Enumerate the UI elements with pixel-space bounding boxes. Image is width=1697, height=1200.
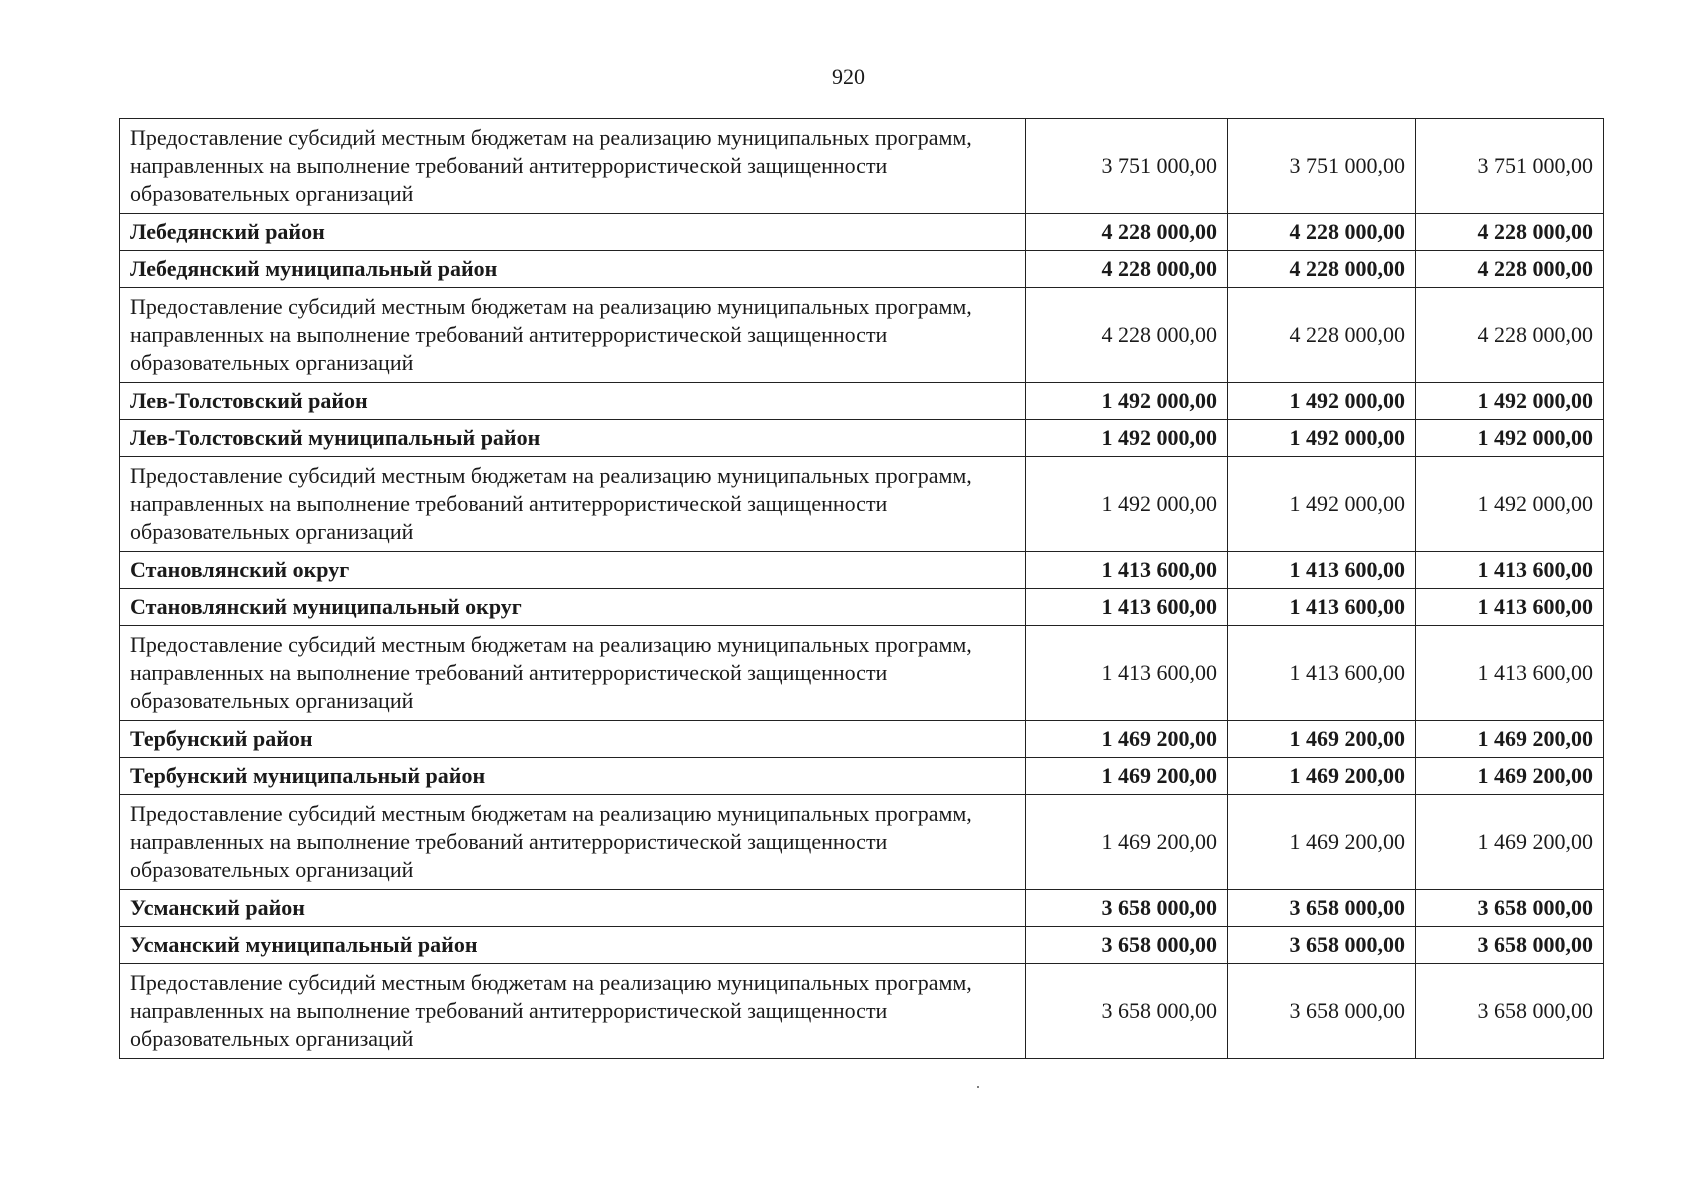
amount-cell-3: 1 492 000,00 bbox=[1416, 457, 1604, 552]
amount-cell-1: 1 492 000,00 bbox=[1026, 420, 1228, 457]
subtotal-row bbox=[120, 251, 1604, 288]
amount-cell-2: 1 492 000,00 bbox=[1228, 383, 1416, 420]
amount-cell-2: 1 469 200,00 bbox=[1228, 721, 1416, 758]
amount-cell-3: 1 469 200,00 bbox=[1416, 795, 1604, 890]
subtotal-row bbox=[120, 420, 1604, 457]
row-name-cell: Тербунский муниципальный район bbox=[120, 758, 1026, 795]
amount-cell-3: 4 228 000,00 bbox=[1416, 288, 1604, 383]
amount-cell-2: 4 228 000,00 bbox=[1228, 214, 1416, 251]
row-name-cell: Лев-Толстовский район bbox=[120, 383, 1026, 420]
row-name-cell: Предоставление субсидий местным бюджетам на реализацию муниципальных программ, направленных на выполнение требований антитеррористической защищенности образовательных организаций bbox=[120, 457, 1026, 552]
row-name-cell: Лебедянский муниципальный район bbox=[120, 251, 1026, 288]
amount-cell-1: 1 469 200,00 bbox=[1026, 758, 1228, 795]
detail-row bbox=[120, 626, 1604, 721]
amount-cell-1: 1 469 200,00 bbox=[1026, 721, 1228, 758]
amount-cell-1: 1 492 000,00 bbox=[1026, 457, 1228, 552]
amount-cell-2: 1 492 000,00 bbox=[1228, 420, 1416, 457]
row-name-cell: Лебедянский район bbox=[120, 214, 1026, 251]
subtotal-row bbox=[120, 214, 1604, 251]
amount-cell-2: 4 228 000,00 bbox=[1228, 288, 1416, 383]
amount-cell-2: 1 469 200,00 bbox=[1228, 795, 1416, 890]
subtotal-row bbox=[120, 552, 1604, 589]
subtotal-row bbox=[120, 383, 1604, 420]
subtotal-row bbox=[120, 589, 1604, 626]
amount-cell-1: 3 751 000,00 bbox=[1026, 119, 1228, 214]
amount-cell-3: 1 413 600,00 bbox=[1416, 589, 1604, 626]
row-name-cell: Предоставление субсидий местным бюджетам на реализацию муниципальных программ, направленных на выполнение требований антитеррористической защищенности образовательных организаций bbox=[120, 119, 1026, 214]
subtotal-row bbox=[120, 927, 1604, 964]
subtotal-row bbox=[120, 721, 1604, 758]
amount-cell-2: 3 658 000,00 bbox=[1228, 964, 1416, 1059]
amount-cell-2: 1 492 000,00 bbox=[1228, 457, 1416, 552]
row-name-cell: Становлянский округ bbox=[120, 552, 1026, 589]
detail-row bbox=[120, 288, 1604, 383]
row-name-cell: Усманский район bbox=[120, 890, 1026, 927]
amount-cell-1: 1 413 600,00 bbox=[1026, 552, 1228, 589]
amount-cell-1: 1 492 000,00 bbox=[1026, 383, 1228, 420]
row-name-cell: Усманский муниципальный район bbox=[120, 927, 1026, 964]
amount-cell-3: 3 751 000,00 bbox=[1416, 119, 1604, 214]
row-name-cell: Предоставление субсидий местным бюджетам на реализацию муниципальных программ, направленных на выполнение требований антитеррористической защищенности образовательных организаций bbox=[120, 795, 1026, 890]
amount-cell-3: 1 492 000,00 bbox=[1416, 383, 1604, 420]
scan-speck bbox=[977, 1086, 979, 1088]
detail-row bbox=[120, 795, 1604, 890]
row-name-cell: Предоставление субсидий местным бюджетам на реализацию муниципальных программ, направленных на выполнение требований антитеррористической защищенности образовательных организаций bbox=[120, 964, 1026, 1059]
row-name-cell: Лев-Толстовский муниципальный район bbox=[120, 420, 1026, 457]
amount-cell-3: 1 413 600,00 bbox=[1416, 552, 1604, 589]
amount-cell-2: 4 228 000,00 bbox=[1228, 251, 1416, 288]
amount-cell-1: 3 658 000,00 bbox=[1026, 890, 1228, 927]
amount-cell-2: 1 413 600,00 bbox=[1228, 589, 1416, 626]
amount-cell-3: 1 492 000,00 bbox=[1416, 420, 1604, 457]
amount-cell-3: 1 413 600,00 bbox=[1416, 626, 1604, 721]
amount-cell-3: 1 469 200,00 bbox=[1416, 721, 1604, 758]
amount-cell-3: 4 228 000,00 bbox=[1416, 214, 1604, 251]
amount-cell-3: 1 469 200,00 bbox=[1416, 758, 1604, 795]
amount-cell-2: 1 469 200,00 bbox=[1228, 758, 1416, 795]
amount-cell-2: 1 413 600,00 bbox=[1228, 626, 1416, 721]
amount-cell-1: 1 413 600,00 bbox=[1026, 626, 1228, 721]
amount-cell-1: 1 413 600,00 bbox=[1026, 589, 1228, 626]
row-name-cell: Становлянский муниципальный округ bbox=[120, 589, 1026, 626]
amount-cell-3: 3 658 000,00 bbox=[1416, 890, 1604, 927]
amount-cell-1: 4 228 000,00 bbox=[1026, 251, 1228, 288]
budget-table bbox=[119, 118, 1604, 1059]
detail-row bbox=[120, 119, 1604, 214]
amount-cell-3: 4 228 000,00 bbox=[1416, 251, 1604, 288]
amount-cell-2: 3 751 000,00 bbox=[1228, 119, 1416, 214]
amount-cell-1: 3 658 000,00 bbox=[1026, 927, 1228, 964]
amount-cell-2: 3 658 000,00 bbox=[1228, 927, 1416, 964]
amount-cell-1: 4 228 000,00 bbox=[1026, 214, 1228, 251]
row-name-cell: Тербунский район bbox=[120, 721, 1026, 758]
subtotal-row bbox=[120, 758, 1604, 795]
amount-cell-2: 1 413 600,00 bbox=[1228, 552, 1416, 589]
amount-cell-1: 3 658 000,00 bbox=[1026, 964, 1228, 1059]
amount-cell-3: 3 658 000,00 bbox=[1416, 964, 1604, 1059]
amount-cell-2: 3 658 000,00 bbox=[1228, 890, 1416, 927]
amount-cell-1: 4 228 000,00 bbox=[1026, 288, 1228, 383]
table-body bbox=[120, 119, 1604, 1059]
page-number: 920 bbox=[832, 64, 865, 89]
row-name-cell: Предоставление субсидий местным бюджетам на реализацию муниципальных программ, направленных на выполнение требований антитеррористической защищенности образовательных организаций bbox=[120, 626, 1026, 721]
amount-cell-1: 1 469 200,00 bbox=[1026, 795, 1228, 890]
detail-row bbox=[120, 457, 1604, 552]
amount-cell-3: 3 658 000,00 bbox=[1416, 927, 1604, 964]
subtotal-row bbox=[120, 890, 1604, 927]
row-name-cell: Предоставление субсидий местным бюджетам на реализацию муниципальных программ, направленных на выполнение требований антитеррористической защищенности образовательных организаций bbox=[120, 288, 1026, 383]
detail-row bbox=[120, 964, 1604, 1059]
